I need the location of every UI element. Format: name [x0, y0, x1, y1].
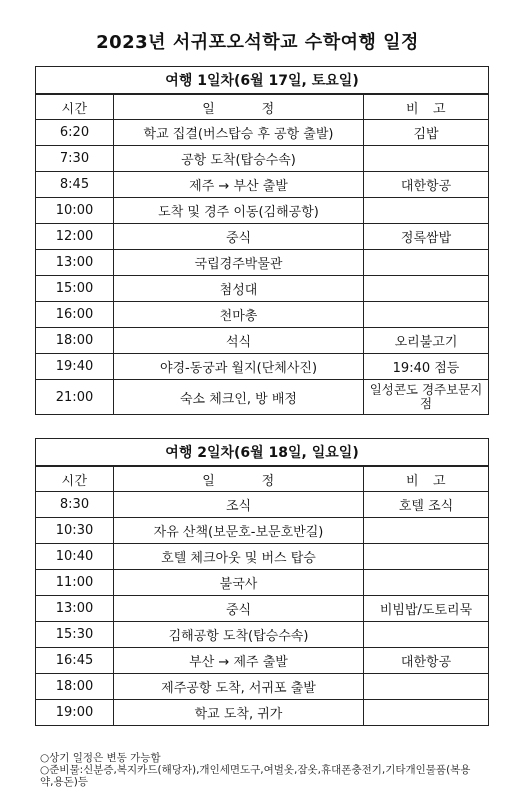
schedule-activity: 공항 도착(탑승수속) [114, 146, 364, 172]
schedule-note: 비빔밥/도토리묵 [364, 596, 489, 622]
schedule-activity: 석식 [114, 328, 364, 354]
schedule-note [364, 518, 489, 544]
schedule-activity: 중식 [114, 596, 364, 622]
schedule-activity: 자유 산책(보문호-보문호반길) [114, 518, 364, 544]
schedule-activity: 부산 → 제주 출발 [114, 648, 364, 674]
schedule-note: 김밥 [364, 120, 489, 146]
schedule-row [36, 492, 489, 518]
schedule-row [36, 224, 489, 250]
footnotes [40, 752, 480, 788]
day2-column-header-row [36, 466, 489, 492]
schedule-time: 12:00 [36, 224, 114, 250]
document-title: 2023년 서귀포오석학교 수학여행 일정 [96, 32, 419, 53]
schedule-activity: 야경-동궁과 월지(단체사진) [114, 354, 364, 380]
schedule-note [364, 700, 489, 726]
schedule-row [36, 120, 489, 146]
schedule-time: 19:40 [36, 354, 114, 380]
schedule-row [36, 518, 489, 544]
schedule-time: 16:45 [36, 648, 114, 674]
schedule-activity: 중식 [114, 224, 364, 250]
column-header-time: 시간 [36, 94, 114, 120]
schedule-activity: 도착 및 경주 이동(김해공항) [114, 198, 364, 224]
schedule-activity: 천마총 [114, 302, 364, 328]
schedule-note: 19:40 점등 [364, 354, 489, 380]
schedule-note [364, 146, 489, 172]
day1-schedule-table [35, 66, 489, 415]
schedule-activity: 김해공항 도착(탑승수속) [114, 622, 364, 648]
schedule-row [36, 328, 489, 354]
schedule-note: 오리불고기 [364, 328, 489, 354]
schedule-row [36, 570, 489, 596]
schedule-time: 8:30 [36, 492, 114, 518]
schedule-note [364, 276, 489, 302]
day1-heading-row [36, 67, 489, 95]
schedule-time: 13:00 [36, 596, 114, 622]
schedule-activity: 호텔 체크아웃 및 버스 탑승 [114, 544, 364, 570]
column-header-note: 비 고 [364, 466, 489, 492]
schedule-row [36, 700, 489, 726]
schedule-activity: 첨성대 [114, 276, 364, 302]
schedule-note [364, 302, 489, 328]
day1-heading: 여행 1일차(6월 17일, 토요일) [36, 67, 489, 95]
schedule-time: 8:45 [36, 172, 114, 198]
day2-heading: 여행 2일차(6월 18일, 일요일) [36, 439, 489, 467]
footnote-schedule-change: ○상기 일정은 변동 가능함 [40, 752, 161, 764]
schedule-note [364, 250, 489, 276]
column-header-schedule: 일 정 [114, 466, 364, 492]
schedule-activity: 학교 도착, 귀가 [114, 700, 364, 726]
schedule-activity: 불국사 [114, 570, 364, 596]
footnote-supplies: ○준비물:신분증,복지카드(해당자),개인세면도구,여벌옷,잠옷,휴대폰충전기,기타개인물품(복용약,용돈)등 [40, 764, 471, 788]
schedule-activity: 숙소 체크인, 방 배정 [114, 380, 364, 415]
schedule-note [364, 674, 489, 700]
column-header-time: 시간 [36, 466, 114, 492]
schedule-row [36, 146, 489, 172]
schedule-note [364, 544, 489, 570]
day2-schedule-table [35, 438, 489, 726]
schedule-time: 21:00 [36, 380, 114, 415]
schedule-note: 정록쌈밥 [364, 224, 489, 250]
schedule-time: 10:00 [36, 198, 114, 224]
schedule-time: 18:00 [36, 674, 114, 700]
column-header-schedule: 일 정 [114, 94, 364, 120]
schedule-row [36, 302, 489, 328]
schedule-row [36, 380, 489, 415]
schedule-activity: 조식 [114, 492, 364, 518]
schedule-row [36, 544, 489, 570]
schedule-time: 11:00 [36, 570, 114, 596]
schedule-time: 6:20 [36, 120, 114, 146]
schedule-note [364, 198, 489, 224]
schedule-activity: 국립경주박물관 [114, 250, 364, 276]
schedule-time: 19:00 [36, 700, 114, 726]
schedule-time: 7:30 [36, 146, 114, 172]
schedule-time: 16:00 [36, 302, 114, 328]
schedule-note: 대한항공 [364, 648, 489, 674]
schedule-time: 15:00 [36, 276, 114, 302]
day2-heading-row [36, 439, 489, 467]
schedule-row [36, 674, 489, 700]
schedule-note: 일성콘도 경주보문지점 [364, 380, 489, 415]
schedule-row [36, 276, 489, 302]
schedule-row [36, 596, 489, 622]
schedule-note [364, 570, 489, 596]
schedule-note [364, 622, 489, 648]
schedule-time: 15:30 [36, 622, 114, 648]
column-header-note: 비 고 [364, 94, 489, 120]
schedule-time: 10:40 [36, 544, 114, 570]
schedule-time: 13:00 [36, 250, 114, 276]
schedule-note: 호텔 조식 [364, 492, 489, 518]
schedule-row [36, 198, 489, 224]
day1-column-header-row [36, 94, 489, 120]
schedule-note: 대한항공 [364, 172, 489, 198]
schedule-row [36, 622, 489, 648]
schedule-activity: 제주 → 부산 출발 [114, 172, 364, 198]
schedule-row [36, 648, 489, 674]
schedule-row [36, 172, 489, 198]
schedule-time: 18:00 [36, 328, 114, 354]
schedule-activity: 제주공항 도착, 서귀포 출발 [114, 674, 364, 700]
schedule-row [36, 250, 489, 276]
schedule-row [36, 354, 489, 380]
schedule-time: 10:30 [36, 518, 114, 544]
schedule-activity: 학교 집결(버스탑승 후 공항 출발) [114, 120, 364, 146]
